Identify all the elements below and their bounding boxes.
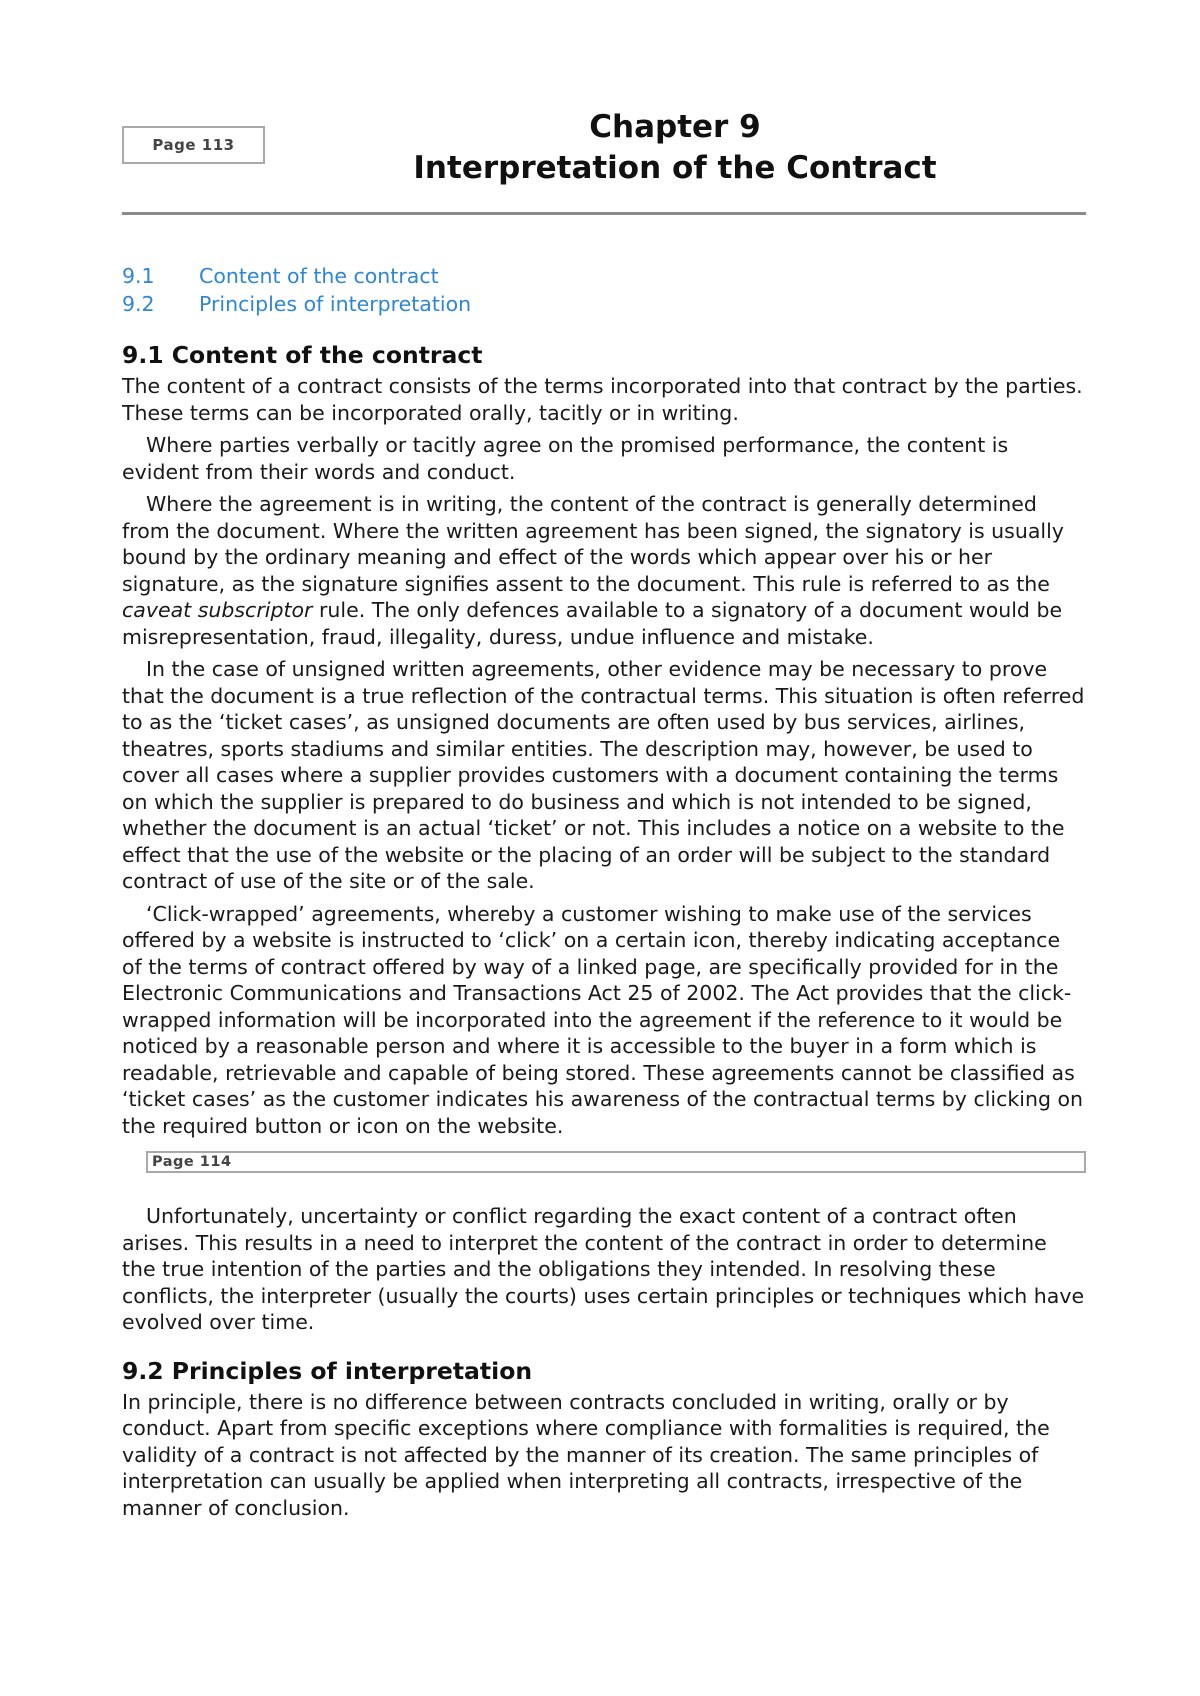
paragraph-text: rule. The only defences available to a signatory of a document would be misrepresentation, fraud, illegality, duress, undue influence and mistake.: [122, 598, 1063, 649]
chapter-title: Interpretation of the Contract: [413, 150, 937, 186]
paragraph: Where parties verbally or tacitly agree on the promised performance, the content is evident from their words and conduct.: [122, 433, 1009, 484]
paragraph: [122, 491, 1086, 650]
paragraph-text: Where the agreement is in writing, the content of the contract is generally determined from the document. Where the written agreement has been signed, the signatory is usually bound by the ordinary meaning and effect of the words which appear over his or her signature, as the signature signifies assent to the document. This rule is referred to as the: [122, 492, 1064, 596]
toc-link-9-2[interactable]: [122, 290, 471, 318]
chapter-number: Chapter 9: [589, 109, 761, 145]
paragraph: Unfortunately, uncertainty or conflict regarding the exact content of a contract often arises. This results in a need to interpret the content of the contract in order to determine the true intention of the parties and the obligations they intended. In resolving these conflicts, the interpreter (usually the courts) uses certain principles or techniques which have evolved over time.: [122, 1204, 1085, 1334]
header-divider: [122, 212, 1086, 215]
toc-number: 9.2: [122, 292, 155, 316]
section-heading-9-2: 9.2 Principles of interpretation: [122, 1356, 533, 1385]
toc-label: Principles of interpretation: [199, 292, 472, 316]
chapter-heading: [380, 106, 970, 188]
toc-label: Content of the contract: [199, 264, 439, 288]
document-body: [122, 340, 1086, 1527]
paragraph: In the case of unsigned written agreements, other evidence may be necessary to prove that the document is a true reflection of the contractual terms. This situation is often referred to as the ‘ticket cases’, as unsigned documents are often used by bus services, airlines, theatres, sports stadiums and similar entities. The description may, however, be used to cover all cases where a supplier provides customers with a document containing the terms on which the supplier is prepared to do business and which is not intended to be signed, whether the document is an actual ‘ticket’ or not. This includes a notice on a website to the effect that the use of the website or the placing of an order will be subject to the standard contract of use of the site or of the sale.: [122, 657, 1085, 893]
paragraph: In principle, there is no difference between contracts concluded in writing, orally or by conduct. Apart from specific exceptions where compliance with formalities is required, the validity of a contract is not affected by the manner of its creation. The same principles of interpretation can usually be applied when interpreting all contracts, irrespective of the manner of conclusion.: [122, 1389, 1050, 1520]
section-heading-9-1: 9.1 Content of the contract: [122, 341, 483, 369]
toc-number: 9.1: [122, 264, 155, 288]
table-of-contents: [122, 262, 471, 318]
paragraph: The content of a contract consists of the terms incorporated into that contract by the parties. These terms can be incorporated orally, tacitly or in writing.: [122, 374, 1083, 425]
page-number-box: Page 113: [122, 126, 265, 164]
paragraph: ‘Click-wrapped’ agreements, whereby a customer wishing to make use of the services offered by a website is instructed to ‘click’ on a certain icon, thereby indicating acceptance of the terms of contract offered by way of a linked page, are specifically provided for in the Electronic Communications and Transactions Act 25 of 2002. The Act provides that the click-wrapped information will be incorporated into the agreement if the reference to it would be noticed by a reasonable person and where it is accessible to the buyer in a form which is readable, retrievable and capable of being stored. These agreements cannot be classified as ‘ticket cases’ as the customer indicates his awareness of the contractual terms by clicking on the required button or icon on the website.: [122, 901, 1084, 1138]
toc-link-9-1[interactable]: [122, 262, 471, 290]
italic-term: caveat subscriptor: [122, 598, 313, 622]
page-break-marker: Page 114: [146, 1151, 1086, 1173]
